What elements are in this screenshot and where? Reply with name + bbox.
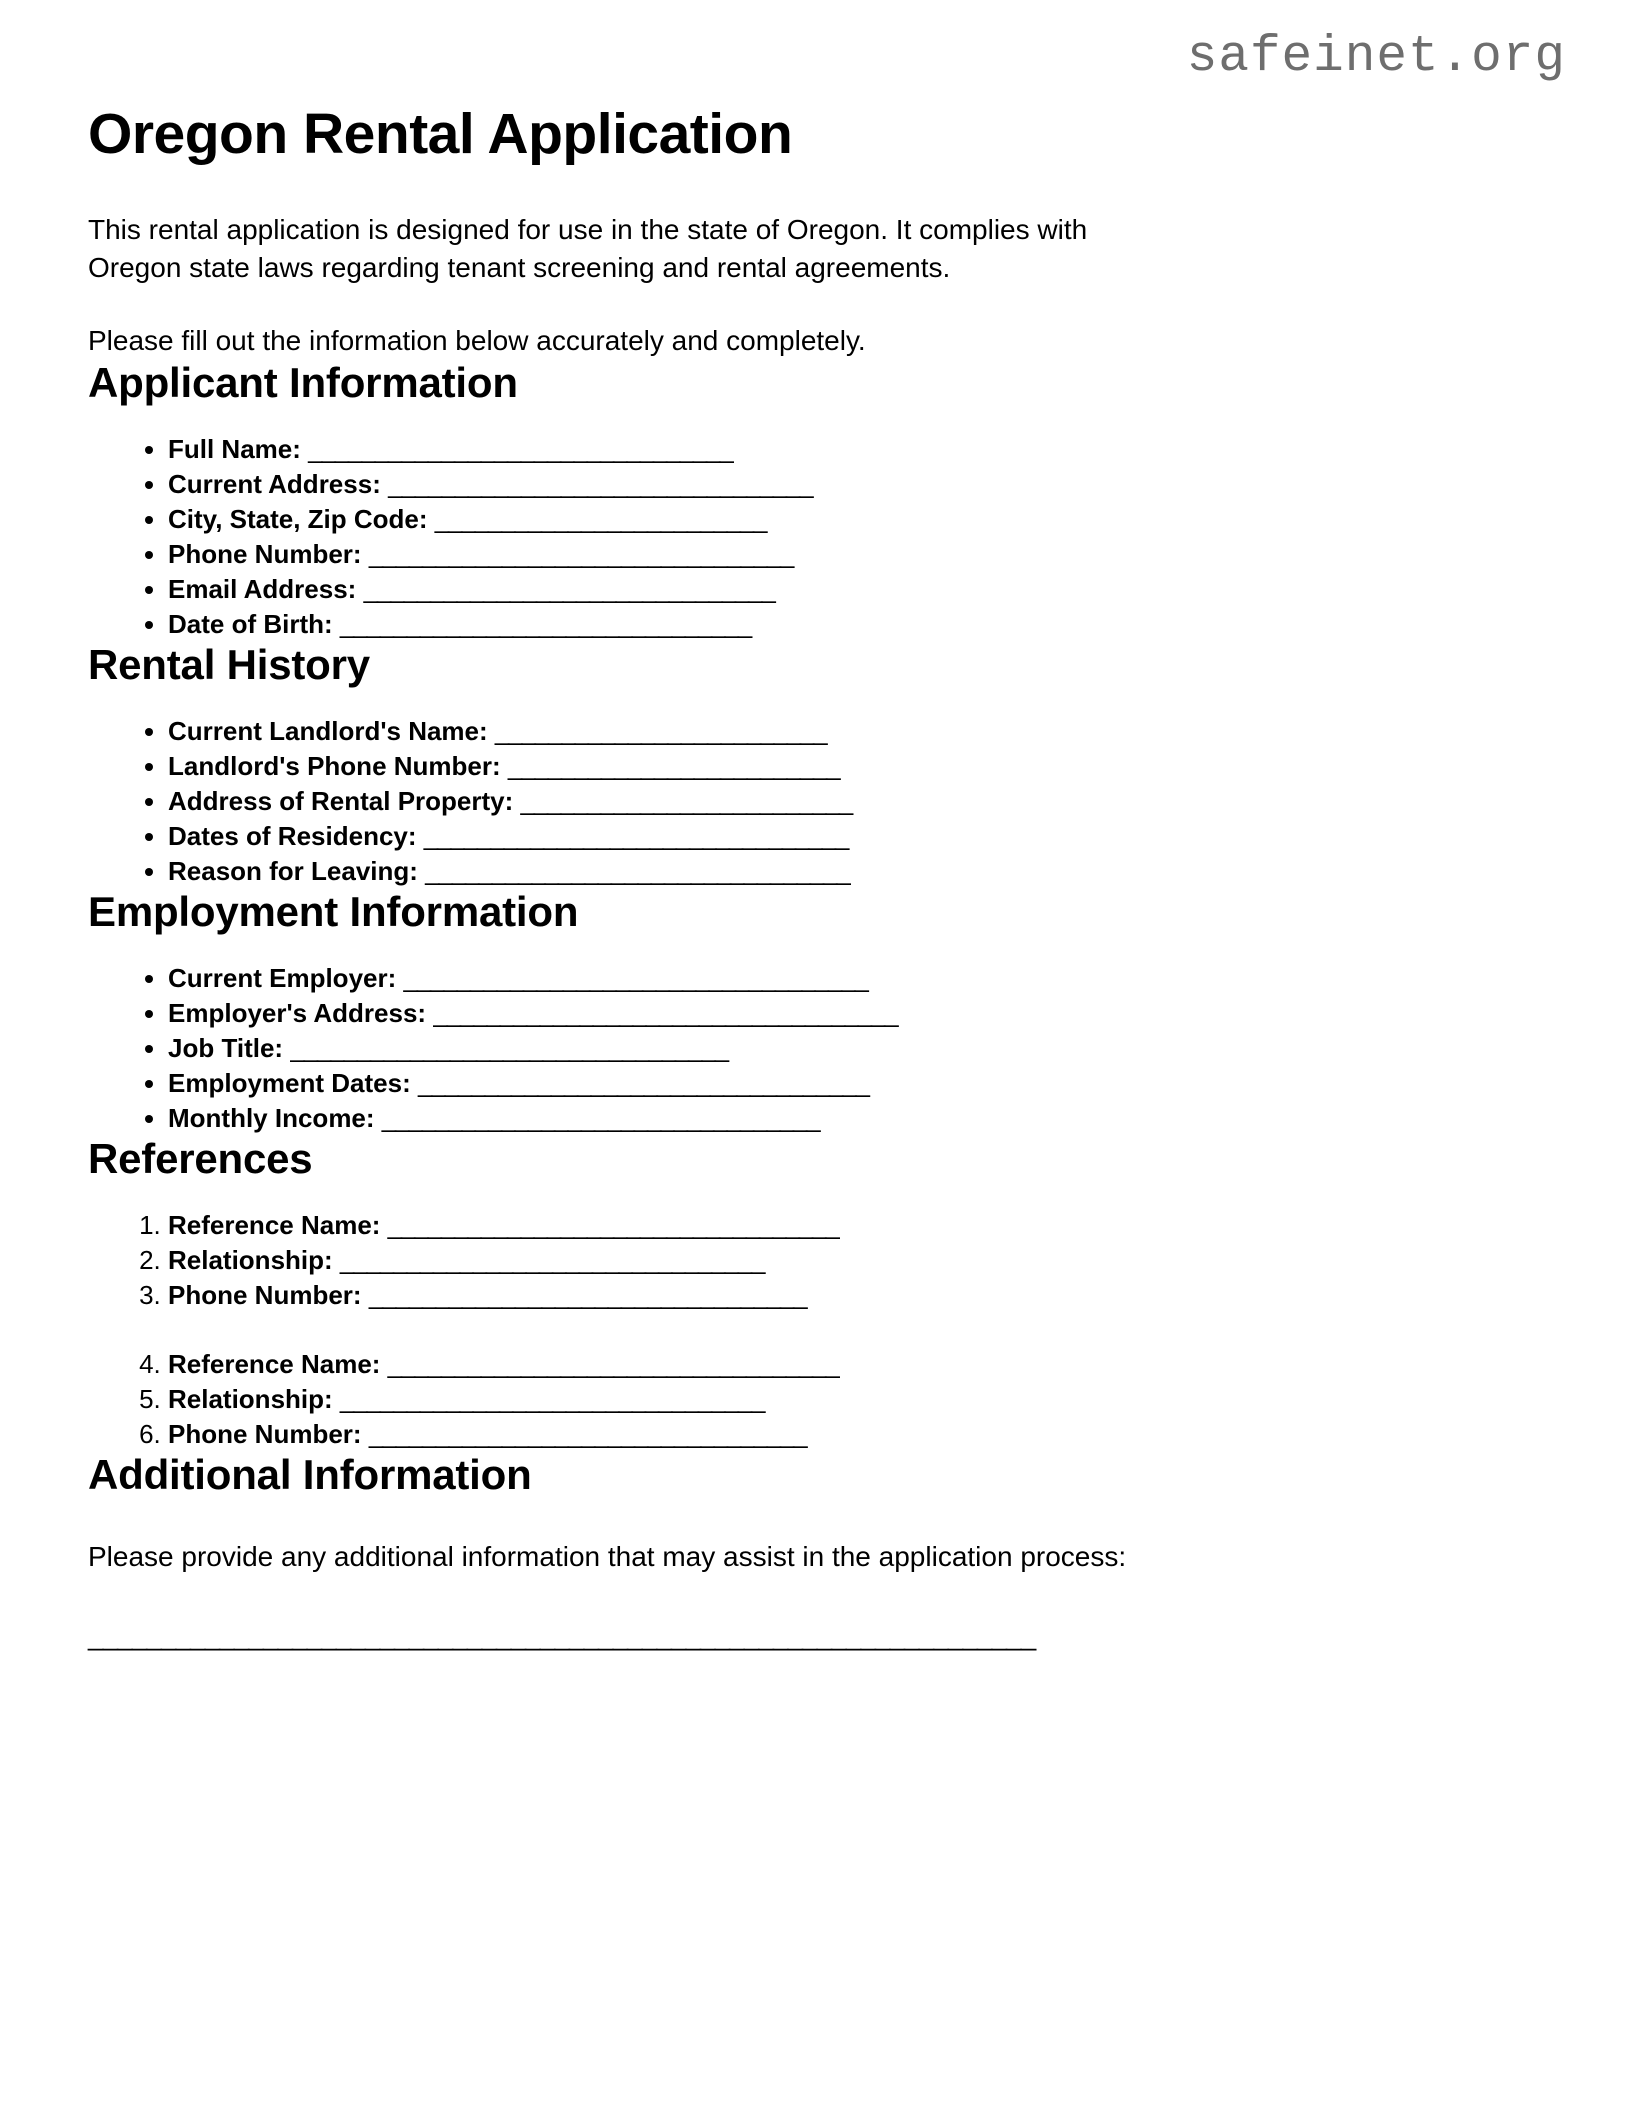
list-item (168, 1031, 1556, 1066)
field-label: Current Address: (168, 469, 381, 500)
section-heading-rental-history: Rental History (88, 641, 370, 689)
section-heading-additional-information: Additional Information (88, 1451, 532, 1499)
field-blank-line[interactable]: ___________________________________ (403, 963, 868, 994)
field-blank-line[interactable]: ________________________________ (388, 469, 813, 500)
list-item (168, 432, 1556, 467)
field-label: Current Landlord's Name: (168, 716, 488, 747)
field-blank-line[interactable]: _________________________________ (368, 1419, 807, 1450)
field-label: Landlord's Phone Number: (168, 751, 501, 782)
additional-information-prompt: Please provide any additional information that may assist in the application process: (88, 1541, 1127, 1573)
list-item (168, 1347, 1556, 1382)
field-label: Job Title: (168, 1033, 284, 1064)
field-blank-line[interactable]: ________________________________ (423, 821, 849, 852)
field-blank-line[interactable]: _________________________ (494, 716, 827, 747)
list-item (168, 467, 1556, 502)
applicant-field-list (88, 432, 1556, 642)
list-item (168, 537, 1556, 572)
field-label: Dates of Residency: (168, 821, 417, 852)
field-label: Email Address: (168, 574, 357, 605)
list-item (168, 749, 1556, 784)
field-blank-line[interactable]: _________________________ (434, 504, 767, 535)
field-blank-line[interactable]: __________________________________ (417, 1068, 869, 1099)
list-item (168, 607, 1556, 642)
list-item (168, 1101, 1556, 1136)
field-label: Relationship: (168, 1245, 333, 1276)
field-label: Reference Name: (168, 1210, 381, 1241)
list-item (168, 819, 1556, 854)
list-item (168, 1208, 1556, 1243)
field-blank-line[interactable]: ________________________________ (339, 1384, 765, 1415)
employment-field-list (88, 961, 1556, 1136)
field-label: Date of Birth: (168, 609, 333, 640)
list-item (168, 1243, 1556, 1278)
field-blank-line[interactable]: _________________________________ (381, 1103, 820, 1134)
list-item (168, 572, 1556, 607)
section-heading-applicant-information: Applicant Information (88, 359, 518, 407)
page-title: Oregon Rental Application (88, 102, 793, 166)
field-label: Reference Name: (168, 1349, 381, 1380)
field-blank-line[interactable]: _________________________________ (290, 1033, 728, 1064)
field-blank-line[interactable]: ________________________________ (339, 1245, 765, 1276)
field-label: Employer's Address: (168, 998, 427, 1029)
field-blank-line[interactable]: ___________________________________ (433, 998, 898, 1029)
references-group-two-list (88, 1347, 1556, 1452)
field-blank-line[interactable]: __________________________________ (387, 1349, 839, 1380)
field-label: Employment Dates: (168, 1068, 411, 1099)
field-blank-line[interactable]: ________________________________ (368, 539, 794, 570)
list-item (168, 714, 1556, 749)
intro-paragraph-1: This rental application is designed for use in the state of Oregon. It complies with Oregon state laws regarding tenant screening and rental agreements. (88, 213, 1088, 283)
references-group-one-list (88, 1208, 1556, 1313)
field-blank-line[interactable]: ________________________________ (425, 856, 850, 887)
field-label: Reason for Leaving: (168, 856, 418, 887)
list-item (168, 1417, 1556, 1452)
intro-paragraph-2: Please fill out the information below accurately and completely. (88, 325, 866, 357)
field-label: Phone Number: (168, 539, 362, 570)
field-blank-line[interactable]: _________________________________ (368, 1280, 807, 1311)
list-item (168, 961, 1556, 996)
section-heading-references: References (88, 1135, 313, 1183)
list-item (168, 1066, 1556, 1101)
field-blank-line[interactable]: ________________________________ (308, 434, 733, 465)
site-watermark: safeinet.org (1186, 29, 1566, 86)
field-label: Current Employer: (168, 963, 397, 994)
field-blank-line[interactable]: _______________________________ (363, 574, 775, 605)
field-label: Phone Number: (168, 1280, 362, 1311)
rental-history-field-list (88, 714, 1556, 889)
additional-information-blank-line[interactable]: _________________________________________________________________ (88, 1620, 1036, 1652)
field-blank-line[interactable]: _______________________________ (339, 609, 751, 640)
field-blank-line[interactable]: __________________________________ (387, 1210, 839, 1241)
field-blank-line[interactable]: _________________________ (507, 751, 840, 782)
list-item (168, 1382, 1556, 1417)
list-item (168, 1278, 1556, 1313)
field-label: Monthly Income: (168, 1103, 375, 1134)
section-heading-employment-information: Employment Information (88, 888, 579, 936)
field-label: City, State, Zip Code: (168, 504, 428, 535)
list-item (168, 854, 1556, 889)
field-label: Address of Rental Property: (168, 786, 514, 817)
list-item (168, 996, 1556, 1031)
field-blank-line[interactable]: _________________________ (520, 786, 853, 817)
list-item (168, 784, 1556, 819)
field-label: Full Name: (168, 434, 301, 465)
list-item (168, 502, 1556, 537)
field-label: Phone Number: (168, 1419, 362, 1450)
field-label: Relationship: (168, 1384, 333, 1415)
